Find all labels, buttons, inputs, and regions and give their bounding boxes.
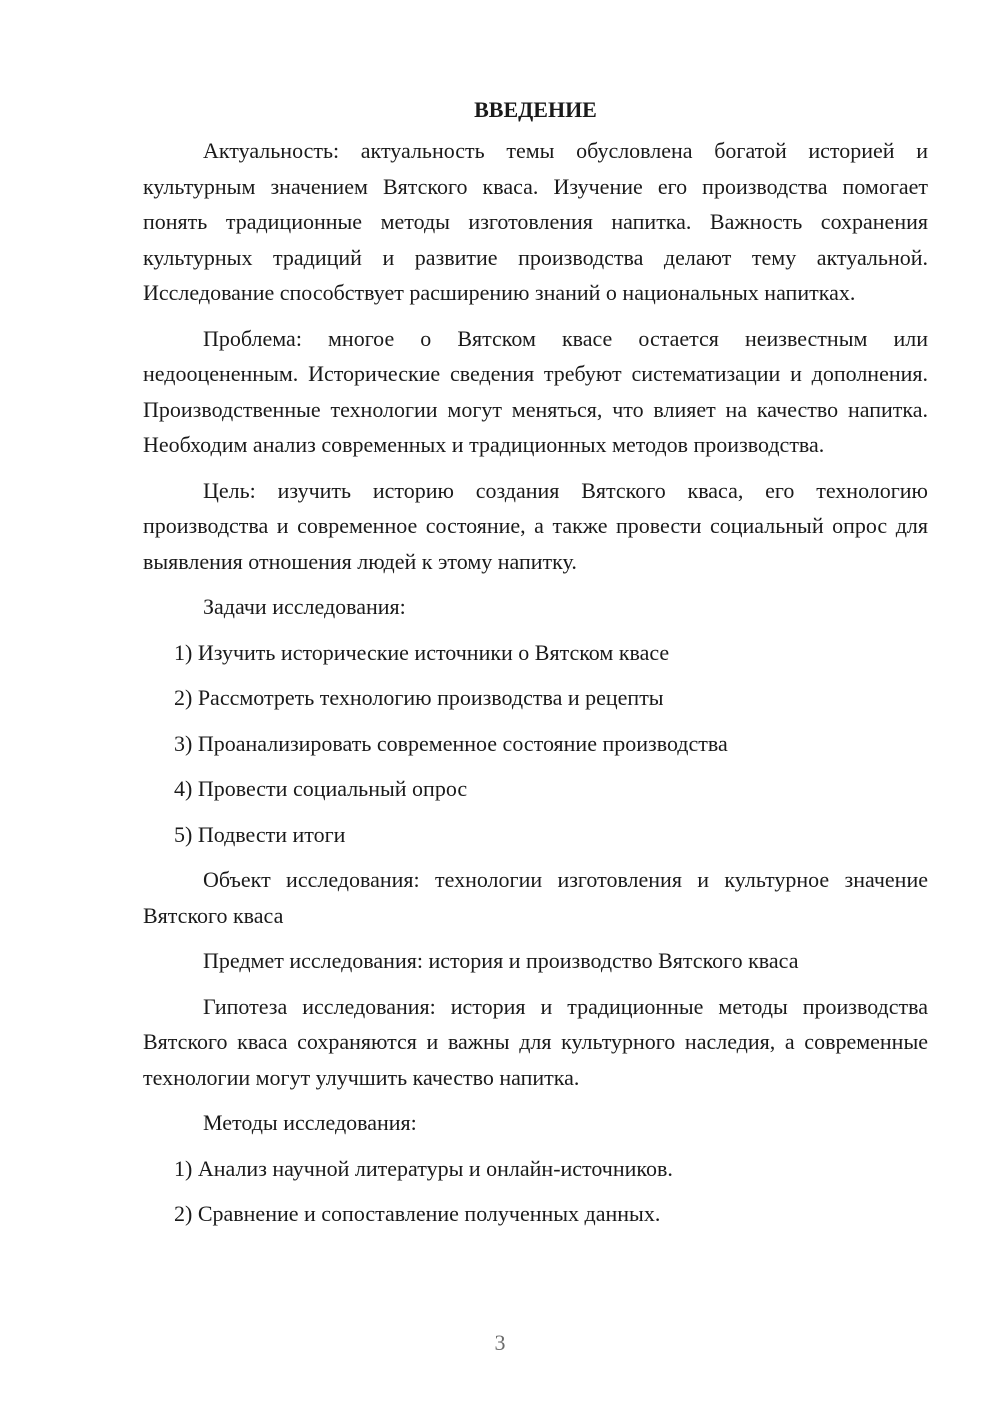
method-item: 1) Анализ научной литературы и онлайн-источников.: [174, 1155, 673, 1181]
task-item: 3) Проанализировать современное состояние производства: [174, 730, 728, 756]
task-item: 4) Провести социальный опрос: [174, 776, 468, 801]
task-item: 1) Изучить исторические источники о Вятском квасе: [174, 639, 670, 665]
tasks-label: Задачи исследования:: [203, 594, 406, 619]
relevance-paragraph: Актуальность: актуальность темы обусловлена богатой историей и культурным значением Вятского кваса. Изучение его производства помогает понять традиционные методы изготовления напитка. Важность сохранения культурных традиций и развитие производства делают тему актуальной. Исследование способствует расширению знаний о национальных напитках.: [143, 138, 928, 305]
hypothesis-paragraph: Гипотеза исследования: история и традиционные методы производства Вятского кваса сохраняются и важны для культурного наследия, а современные технологии могут улучшить качество напитка.: [143, 993, 928, 1090]
task-item: 2) Рассмотреть технологию производства и рецепты: [174, 685, 664, 710]
task-item: 5) Подвести итоги: [174, 821, 346, 847]
method-item: 2) Сравнение и сопоставление полученных данных.: [174, 1201, 661, 1226]
object-paragraph: Объект исследования: технологии изготовления и культурное значение Вятского кваса: [143, 867, 928, 928]
goal-paragraph: Цель: изучить историю создания Вятского кваса, его технологию производства и современное состояние, а также провести социальный опрос для выявления отношения людей к этому напитку.: [143, 477, 928, 574]
subject-paragraph: Предмет исследования: история и производство Вятского кваса: [203, 948, 799, 973]
section-heading: ВВЕДЕНИЕ: [474, 97, 597, 122]
document-page: [143, 92, 928, 1242]
methods-label: Методы исследования:: [203, 1110, 417, 1135]
page-number: 3: [494, 1330, 506, 1355]
problem-paragraph: Проблема: многое о Вятском квасе остается неизвестным или недооцененным. Исторические сведения требуют систематизации и дополнения. Производственные технологии могут меняться, что влияет на качество напитка. Необходим анализ современных и традиционных методов производства.: [143, 325, 928, 457]
